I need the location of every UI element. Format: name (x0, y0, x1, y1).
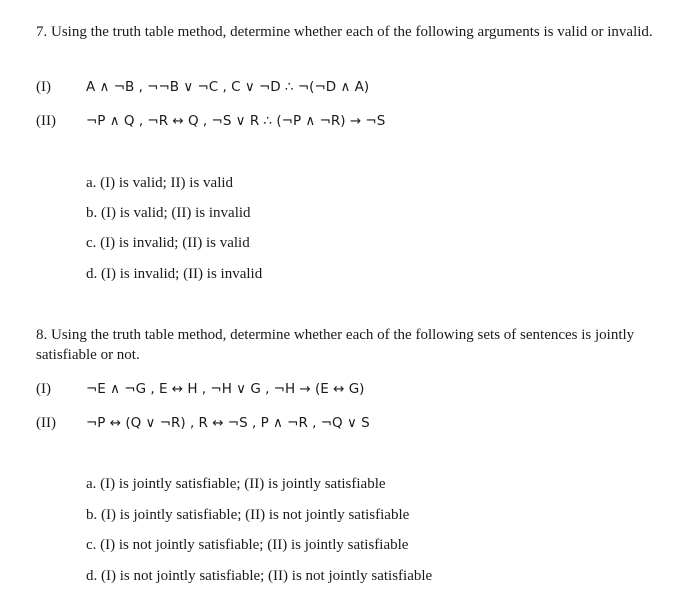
q7-argument-1-label: (I) (36, 79, 51, 95)
q7-argument-2-formula: ¬P ∧ Q , ¬R ↔ Q , ¬S ∨ R ∴ (¬P ∧ ¬R) → ¬S (86, 113, 386, 129)
q7-argument-1-formula: A ∧ ¬B , ¬¬B ∨ ¬C , C ∨ ¬D ∴ ¬(¬D ∧ A) (86, 79, 370, 95)
q7-argument-2-label: (II) (36, 113, 56, 129)
q8-option-b[interactable]: b. (I) is jointly satisfiable; (II) is not jointly satisfiable (86, 507, 410, 523)
q7-option-b[interactable]: b. (I) is valid; (II) is invalid (86, 205, 251, 221)
q8-option-d[interactable]: d. (I) is not jointly satisfiable; (II) is not jointly satisfiable (86, 568, 433, 584)
question-7 (36, 22, 676, 42)
q7-option-a[interactable]: a. (I) is valid; II) is valid (86, 175, 234, 191)
q8-option-c[interactable]: c. (I) is not jointly satisfiable; (II) is jointly satisfiable (86, 537, 409, 553)
question-8 (36, 325, 676, 365)
question-8-text: 8. Using the truth table method, determine whether each of the following sets of sentences is jointly satisfiable or not. (36, 327, 635, 363)
q8-option-a[interactable]: a. (I) is jointly satisfiable; (II) is jointly satisfiable (86, 476, 386, 492)
q7-option-c[interactable]: c. (I) is invalid; (II) is valid (86, 235, 250, 251)
q7-option-d[interactable]: d. (I) is invalid; (II) is invalid (86, 266, 263, 282)
q8-set-1-formula: ¬E ∧ ¬G , E ↔ H , ¬H ∨ G , ¬H → (E ↔ G) (86, 381, 365, 397)
question-7-text: 7. Using the truth table method, determine whether each of the following arguments is valid or invalid. (36, 24, 653, 40)
q8-set-2-label: (II) (36, 415, 56, 431)
q8-set-1-label: (I) (36, 381, 51, 397)
q8-set-2-formula: ¬P ↔ (Q ∨ ¬R) , R ↔ ¬S , P ∧ ¬R , ¬Q ∨ S (86, 415, 370, 431)
